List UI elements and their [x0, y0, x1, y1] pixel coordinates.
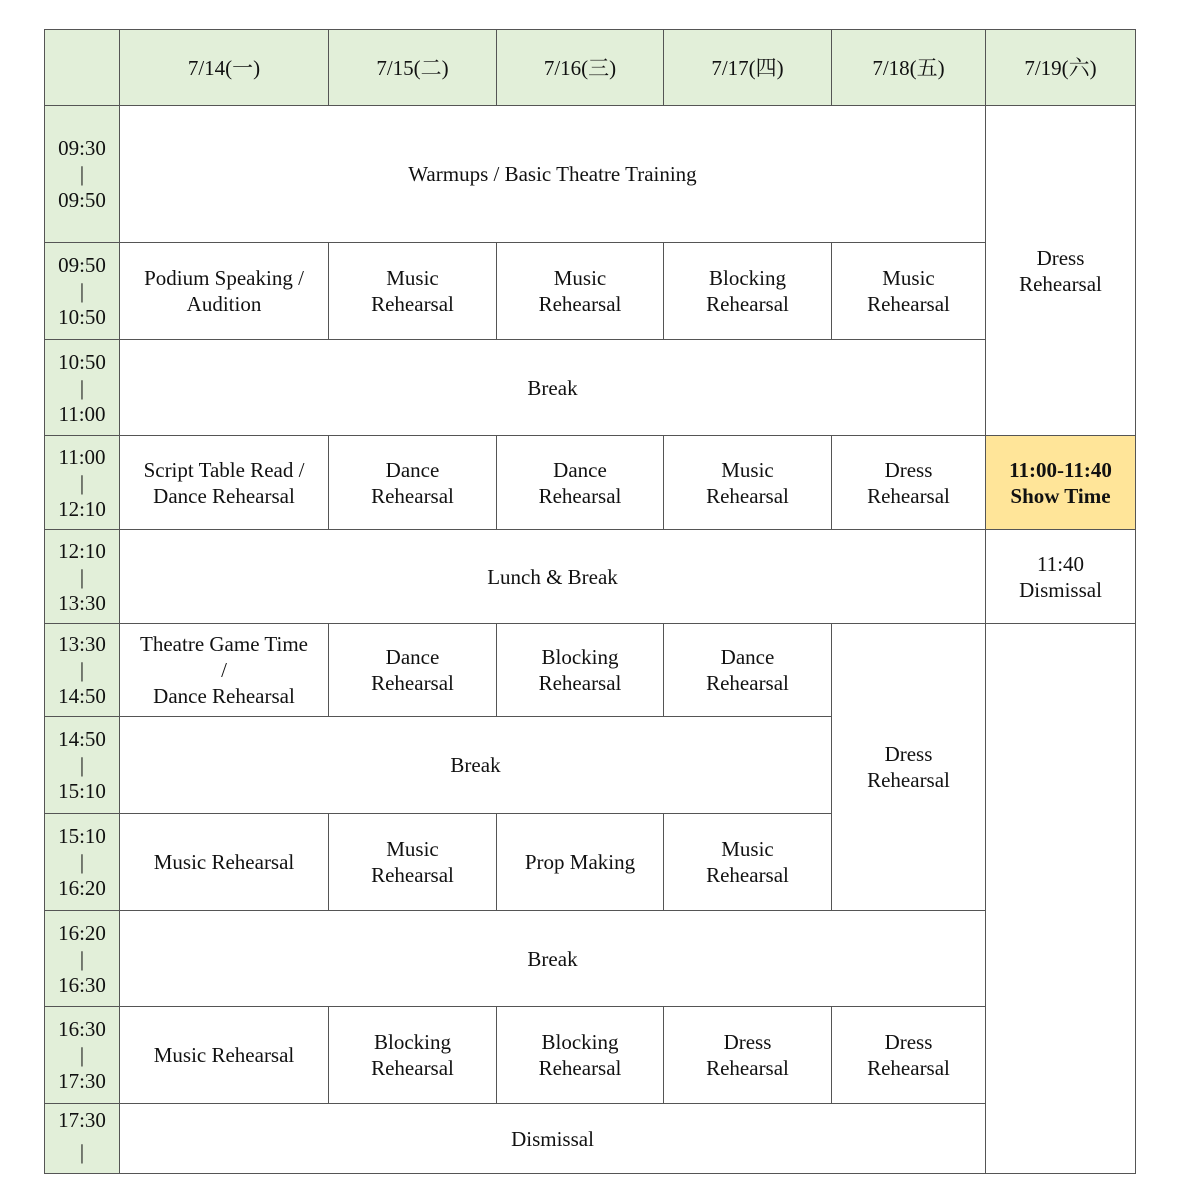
time-cell: 16:20 | 16:30	[45, 911, 120, 1007]
activity-cell: Blocking Rehearsal	[497, 624, 664, 717]
activity-cell: Music Rehearsal	[120, 1007, 329, 1104]
activity-cell: Blocking Rehearsal	[329, 1007, 497, 1104]
schedule-table	[44, 29, 1136, 1174]
activity-cell: Dismissal	[120, 1104, 986, 1174]
activity-cell: Dress Rehearsal	[832, 436, 986, 530]
table-row	[45, 340, 1136, 436]
time-cell: 16:30 | 17:30	[45, 1007, 120, 1104]
day-header-wed: 7/16(三)	[497, 30, 664, 106]
day-header-sat: 7/19(六)	[986, 30, 1136, 106]
activity-cell: Music Rehearsal	[832, 243, 986, 340]
day-header-tue: 7/15(二)	[329, 30, 497, 106]
table-row	[45, 243, 1136, 340]
activity-cell: Break	[120, 717, 832, 814]
time-cell: 09:50 | 10:50	[45, 243, 120, 340]
time-cell: 15:10 | 16:20	[45, 814, 120, 911]
activity-cell-sat-dress: Dress Rehearsal	[986, 106, 1136, 436]
activity-cell: Dress Rehearsal	[832, 1007, 986, 1104]
activity-cell: Lunch & Break	[120, 530, 986, 624]
activity-cell: Podium Speaking / Audition	[120, 243, 329, 340]
activity-cell: Music Rehearsal	[329, 814, 497, 911]
time-cell: 10:50 | 11:00	[45, 340, 120, 436]
table-row	[45, 1104, 1136, 1174]
activity-cell: Music Rehearsal	[120, 814, 329, 911]
activity-cell-sat-dismissal: 11:40 Dismissal	[986, 530, 1136, 624]
activity-cell: Script Table Read / Dance Rehearsal	[120, 436, 329, 530]
activity-cell: Dance Rehearsal	[329, 624, 497, 717]
time-cell: 09:30 | 09:50	[45, 106, 120, 243]
day-header-fri: 7/18(五)	[832, 30, 986, 106]
activity-cell: Music Rehearsal	[497, 243, 664, 340]
table-row	[45, 106, 1136, 243]
corner-cell	[45, 30, 120, 106]
activity-cell: Theatre Game Time / Dance Rehearsal	[120, 624, 329, 717]
table-row	[45, 1007, 1136, 1104]
table-row	[45, 911, 1136, 1007]
day-header-thu: 7/17(四)	[664, 30, 832, 106]
activity-cell: Warmups / Basic Theatre Training	[120, 106, 986, 243]
table-row	[45, 436, 1136, 530]
table-row	[45, 530, 1136, 624]
empty-cell	[986, 624, 1136, 1174]
activity-cell: Blocking Rehearsal	[497, 1007, 664, 1104]
activity-cell: Break	[120, 911, 986, 1007]
activity-cell-fri-dress: Dress Rehearsal	[832, 624, 986, 911]
show-time-cell: 11:00-11:40 Show Time	[986, 436, 1136, 530]
activity-cell: Dance Rehearsal	[497, 436, 664, 530]
time-cell: 11:00 | 12:10	[45, 436, 120, 530]
activity-cell: Music Rehearsal	[664, 436, 832, 530]
activity-cell: Dance Rehearsal	[329, 436, 497, 530]
activity-cell: Blocking Rehearsal	[664, 243, 832, 340]
activity-cell: Dance Rehearsal	[664, 624, 832, 717]
time-cell: 12:10 | 13:30	[45, 530, 120, 624]
time-cell: 13:30 | 14:50	[45, 624, 120, 717]
time-cell: 17:30 |	[45, 1104, 120, 1174]
activity-cell: Prop Making	[497, 814, 664, 911]
day-header-mon: 7/14(一)	[120, 30, 329, 106]
activity-cell: Music Rehearsal	[664, 814, 832, 911]
header-row	[45, 30, 1136, 106]
activity-cell: Dress Rehearsal	[664, 1007, 832, 1104]
table-row	[45, 624, 1136, 717]
time-cell: 14:50 | 15:10	[45, 717, 120, 814]
activity-cell: Break	[120, 340, 986, 436]
activity-cell: Music Rehearsal	[329, 243, 497, 340]
